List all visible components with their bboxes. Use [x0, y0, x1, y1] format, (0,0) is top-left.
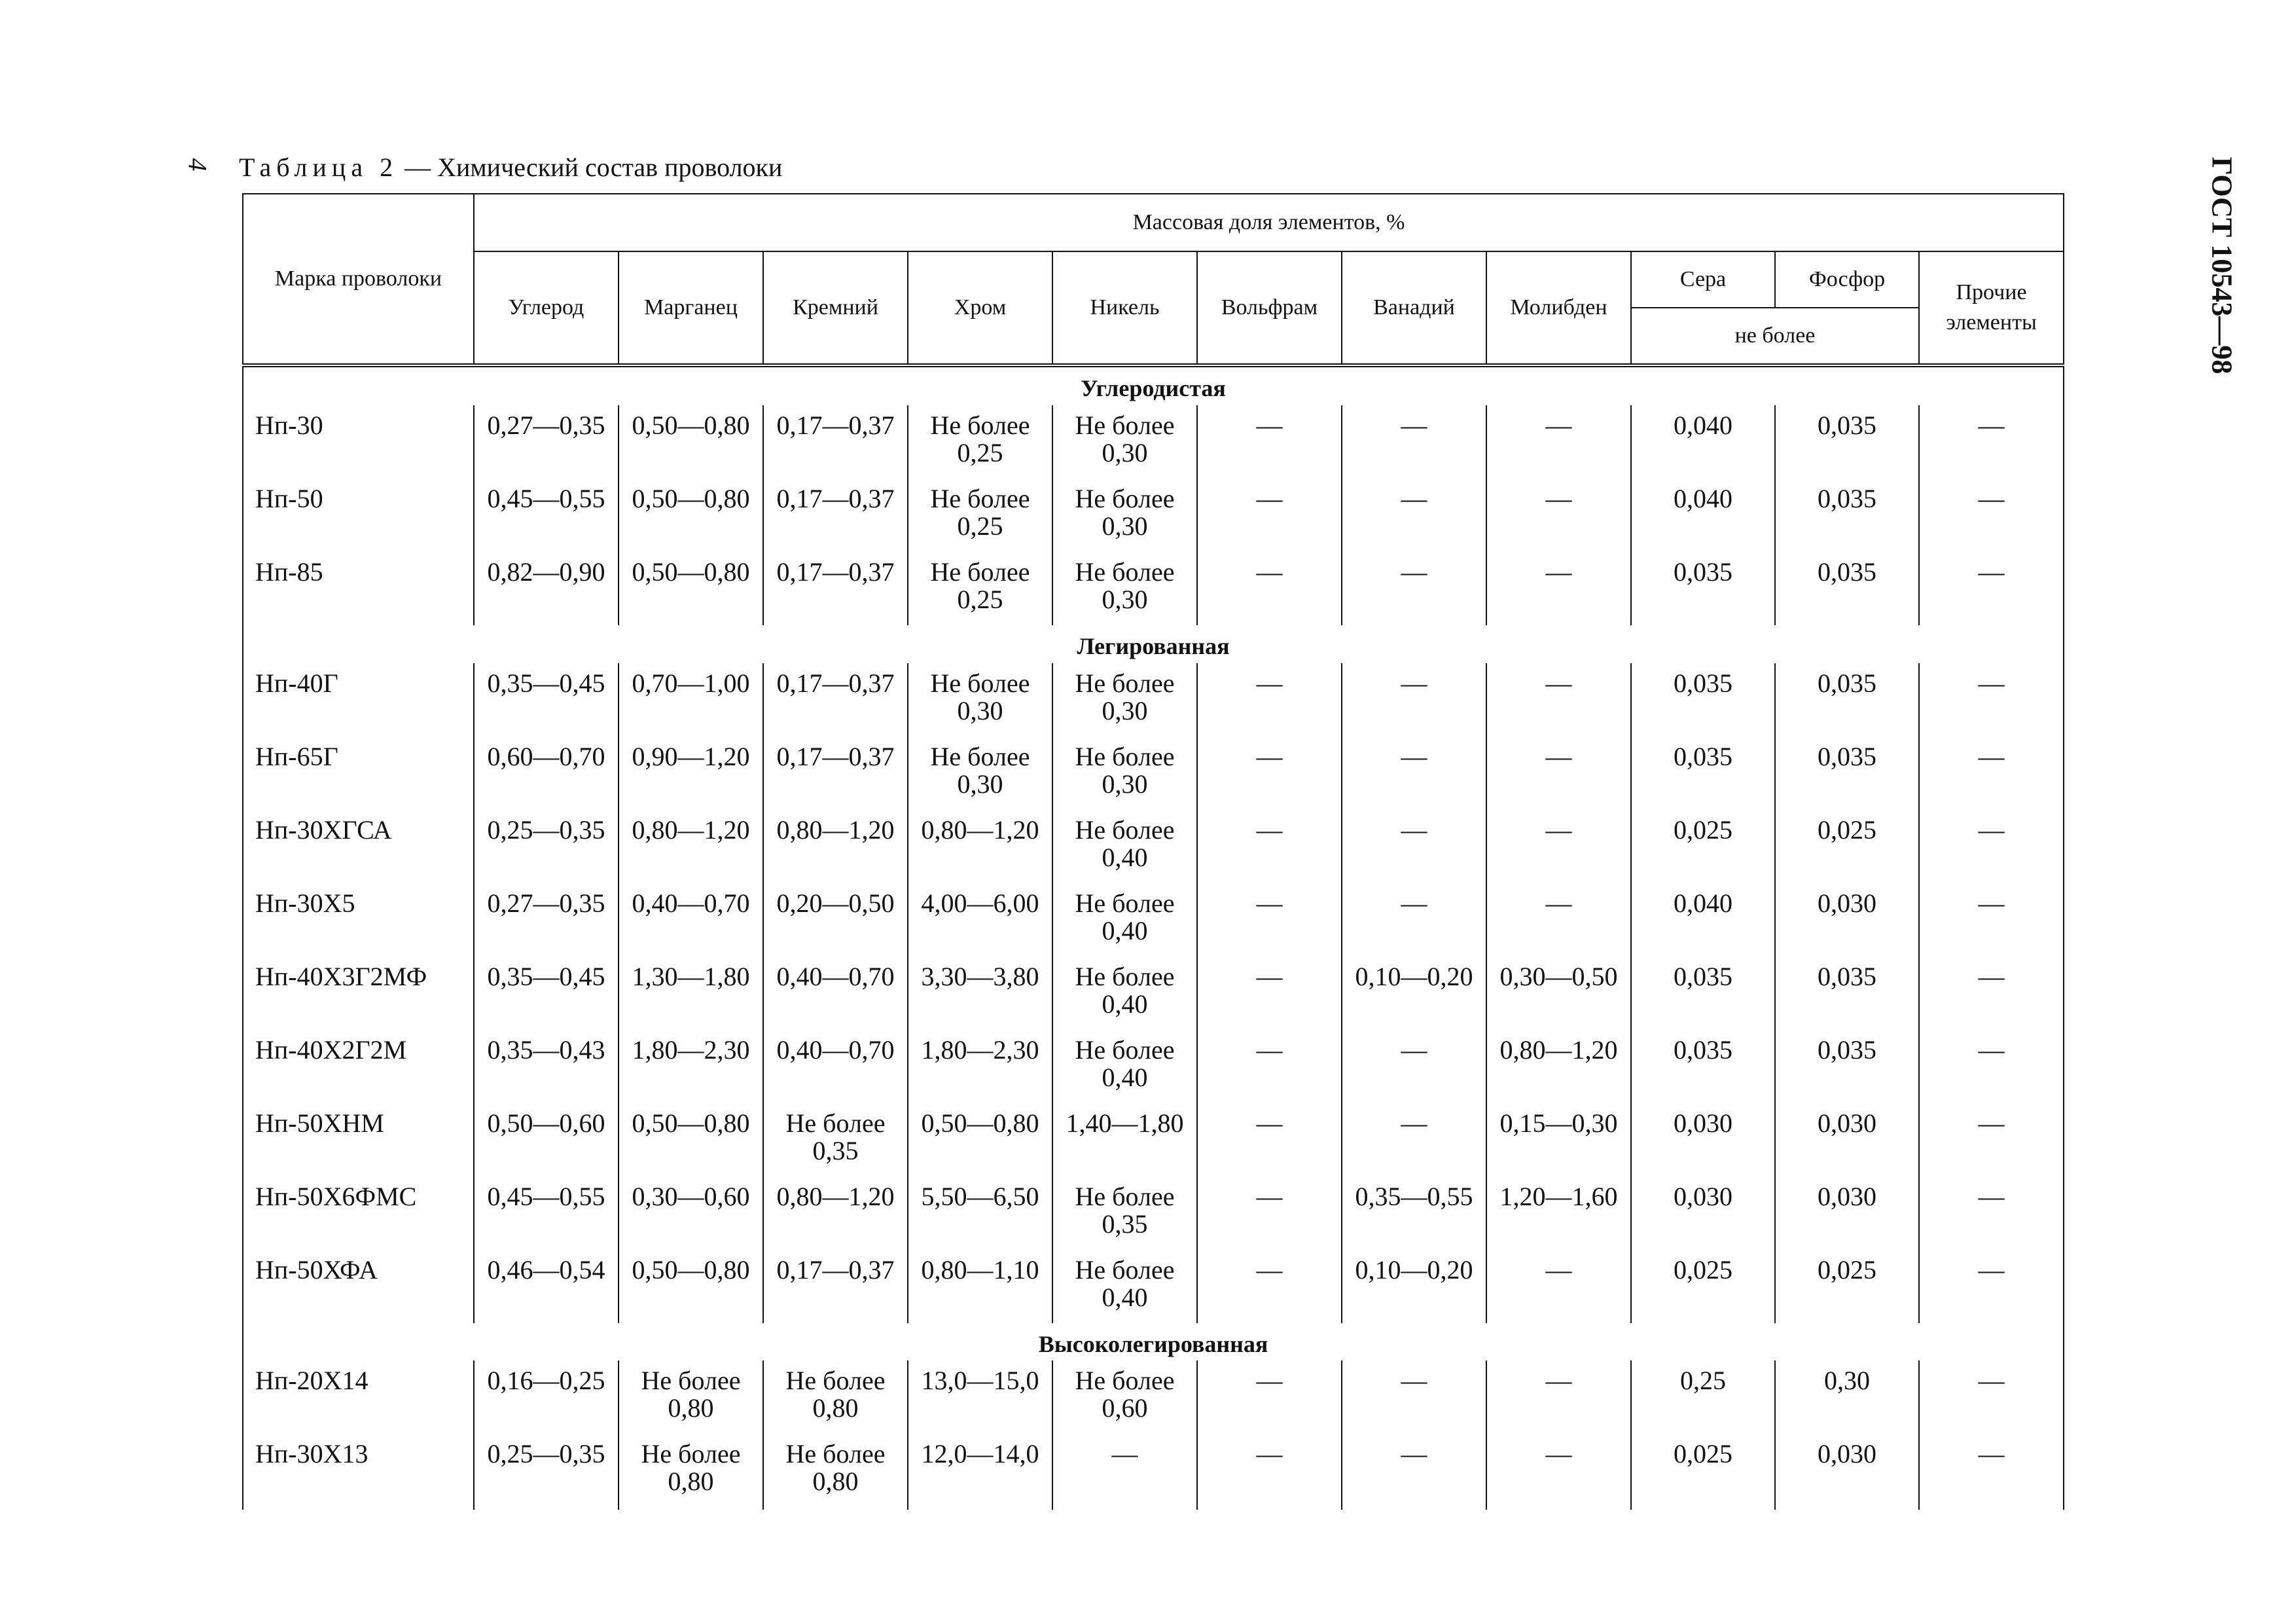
cell-silicon: Не более 0,80 [763, 1434, 908, 1510]
cell-molybdenum: — [1486, 479, 1631, 552]
cell-tungsten: — [1197, 663, 1342, 737]
cell-vanadium: — [1342, 405, 1486, 479]
table-body [243, 365, 2064, 1510]
cell-molybdenum: — [1486, 737, 1631, 810]
header-mass-fraction: Массовая доля элементов, % [474, 194, 2064, 251]
cell-chromium: Не более 0,30 [908, 737, 1052, 810]
cell-vanadium: — [1342, 1434, 1486, 1510]
cell-molybdenum: — [1486, 552, 1631, 625]
header-chromium: Хром [908, 251, 1052, 365]
cell-molybdenum: 0,80—1,20 [1486, 1030, 1631, 1103]
cell-grade: Нп-40Х2Г2М [243, 1030, 474, 1103]
cell-sulfur: 0,040 [1631, 883, 1775, 957]
cell-chromium: 0,50—0,80 [908, 1103, 1052, 1176]
cell-phosphorus: 0,035 [1775, 737, 1919, 810]
cell-nickel: Не более 0,40 [1052, 883, 1197, 957]
cell-carbon: 0,50—0,60 [474, 1103, 619, 1176]
table-row [243, 1030, 2064, 1103]
cell-other: — [1919, 810, 2064, 883]
cell-phosphorus: 0,035 [1775, 479, 1919, 552]
cell-sulfur: 0,035 [1631, 737, 1775, 810]
cell-other: — [1919, 552, 2064, 625]
cell-silicon: 0,20—0,50 [763, 883, 908, 957]
cell-phosphorus: 0,030 [1775, 1434, 1919, 1510]
cell-molybdenum: — [1486, 1360, 1631, 1434]
cell-silicon: 0,40—0,70 [763, 1030, 908, 1103]
table-row [243, 1176, 2064, 1250]
chemical-composition-table [242, 193, 2064, 1510]
cell-manganese: 0,40—0,70 [619, 883, 763, 957]
cell-carbon: 0,27—0,35 [474, 883, 619, 957]
cell-phosphorus: 0,035 [1775, 405, 1919, 479]
cell-manganese: 1,80—2,30 [619, 1030, 763, 1103]
cell-tungsten: — [1197, 405, 1342, 479]
cell-chromium: 0,80—1,10 [908, 1250, 1052, 1323]
cell-other: — [1919, 957, 2064, 1030]
cell-manganese: 0,50—0,80 [619, 1103, 763, 1176]
cell-grade: Нп-85 [243, 552, 474, 625]
header-other-elements: Прочие элементы [1919, 251, 2064, 365]
cell-other: — [1919, 883, 2064, 957]
cell-phosphorus: 0,030 [1775, 1103, 1919, 1176]
cell-carbon: 0,25—0,35 [474, 1434, 619, 1510]
cell-other: — [1919, 1250, 2064, 1323]
cell-manganese: 0,70—1,00 [619, 663, 763, 737]
cell-sulfur: 0,025 [1631, 1434, 1775, 1510]
cell-silicon: 0,17—0,37 [763, 405, 908, 479]
cell-silicon: 0,17—0,37 [763, 552, 908, 625]
cell-chromium: 0,80—1,20 [908, 810, 1052, 883]
cell-nickel: Не более 0,40 [1052, 1250, 1197, 1323]
header-tungsten: Вольфрам [1197, 251, 1342, 365]
cell-grade: Нп-30ХГСА [243, 810, 474, 883]
table-row [243, 883, 2064, 957]
cell-vanadium: — [1342, 552, 1486, 625]
cell-grade: Нп-30Х5 [243, 883, 474, 957]
table-row [243, 1103, 2064, 1176]
cell-tungsten: — [1197, 1103, 1342, 1176]
cell-tungsten: — [1197, 737, 1342, 810]
cell-phosphorus: 0,035 [1775, 663, 1919, 737]
cell-carbon: 0,35—0,45 [474, 663, 619, 737]
cell-carbon: 0,60—0,70 [474, 737, 619, 810]
cell-sulfur: 0,035 [1631, 552, 1775, 625]
cell-carbon: 0,45—0,55 [474, 479, 619, 552]
cell-silicon: 0,40—0,70 [763, 957, 908, 1030]
cell-tungsten: — [1197, 1434, 1342, 1510]
cell-vanadium: — [1342, 883, 1486, 957]
cell-phosphorus: 0,30 [1775, 1360, 1919, 1434]
cell-vanadium: — [1342, 1360, 1486, 1434]
table-row [243, 957, 2064, 1030]
header-phosphorus: Фосфор [1775, 251, 1919, 308]
cell-other: — [1919, 1176, 2064, 1250]
cell-nickel: Не более 0,30 [1052, 405, 1197, 479]
cell-nickel: — [1052, 1434, 1197, 1510]
cell-molybdenum: 1,20—1,60 [1486, 1176, 1631, 1250]
header-carbon: Углерод [474, 251, 619, 365]
header-sulfur: Сера [1631, 251, 1775, 308]
cell-manganese: Не более 0,80 [619, 1434, 763, 1510]
cell-grade: Нп-30 [243, 405, 474, 479]
cell-grade: Нп-40Х3Г2МФ [243, 957, 474, 1030]
table-row [243, 1360, 2064, 1434]
cell-other: — [1919, 405, 2064, 479]
cell-tungsten: — [1197, 957, 1342, 1030]
cell-phosphorus: 0,030 [1775, 883, 1919, 957]
cell-carbon: 0,35—0,45 [474, 957, 619, 1030]
cell-grade: Нп-50Х6ФМС [243, 1176, 474, 1250]
cell-molybdenum: — [1486, 405, 1631, 479]
cell-carbon: 0,82—0,90 [474, 552, 619, 625]
cell-other: — [1919, 663, 2064, 737]
cell-vanadium: — [1342, 663, 1486, 737]
header-silicon: Кремний [763, 251, 908, 365]
cell-molybdenum: 0,15—0,30 [1486, 1103, 1631, 1176]
cell-nickel: Не более 0,40 [1052, 1030, 1197, 1103]
cell-nickel: Не более 0,60 [1052, 1360, 1197, 1434]
cell-other: — [1919, 1360, 2064, 1434]
cell-chromium: 3,30—3,80 [908, 957, 1052, 1030]
cell-sulfur: 0,030 [1631, 1176, 1775, 1250]
cell-other: — [1919, 1030, 2064, 1103]
table-caption-text: — Химический состав проволоки [404, 153, 783, 182]
group-row [243, 1323, 2064, 1361]
cell-silicon: 0,17—0,37 [763, 479, 908, 552]
cell-nickel: Не более 0,40 [1052, 810, 1197, 883]
table-caption-label: Таблица 2 [239, 153, 399, 182]
cell-sulfur: 0,040 [1631, 405, 1775, 479]
table-row [243, 479, 2064, 552]
cell-grade: Нп-50ХФА [243, 1250, 474, 1323]
cell-silicon: Не более 0,80 [763, 1360, 908, 1434]
cell-other: — [1919, 1434, 2064, 1510]
cell-sulfur: 0,025 [1631, 810, 1775, 883]
cell-manganese: 0,50—0,80 [619, 1250, 763, 1323]
cell-chromium: Не более 0,25 [908, 405, 1052, 479]
header-manganese: Марганец [619, 251, 763, 365]
cell-vanadium: — [1342, 479, 1486, 552]
cell-molybdenum: 0,30—0,50 [1486, 957, 1631, 1030]
cell-nickel: Не более 0,35 [1052, 1176, 1197, 1250]
cell-manganese: 0,50—0,80 [619, 552, 763, 625]
cell-tungsten: — [1197, 1250, 1342, 1323]
cell-sulfur: 0,25 [1631, 1360, 1775, 1434]
cell-nickel: Не более 0,30 [1052, 552, 1197, 625]
table-row [243, 737, 2064, 810]
cell-silicon: 0,17—0,37 [763, 737, 908, 810]
cell-phosphorus: 0,025 [1775, 1250, 1919, 1323]
cell-sulfur: 0,035 [1631, 663, 1775, 737]
cell-grade: Нп-20Х14 [243, 1360, 474, 1434]
cell-molybdenum: — [1486, 663, 1631, 737]
cell-vanadium: 0,10—0,20 [1342, 957, 1486, 1030]
cell-vanadium: — [1342, 1030, 1486, 1103]
cell-phosphorus: 0,030 [1775, 1176, 1919, 1250]
cell-vanadium: — [1342, 1103, 1486, 1176]
cell-chromium: 13,0—15,0 [908, 1360, 1052, 1434]
cell-sulfur: 0,040 [1631, 479, 1775, 552]
header-nickel: Никель [1052, 251, 1197, 365]
table-row [243, 663, 2064, 737]
group-title: Легированная [243, 625, 2064, 663]
cell-nickel: Не более 0,30 [1052, 737, 1197, 810]
cell-manganese: 0,90—1,20 [619, 737, 763, 810]
table-row [243, 810, 2064, 883]
cell-silicon: 0,80—1,20 [763, 810, 908, 883]
cell-grade: Нп-40Г [243, 663, 474, 737]
cell-phosphorus: 0,035 [1775, 552, 1919, 625]
header-vanadium: Ванадий [1342, 251, 1486, 365]
table-row [243, 1250, 2064, 1323]
group-title: Углеродистая [243, 365, 2064, 405]
cell-other: — [1919, 737, 2064, 810]
cell-chromium: 4,00—6,00 [908, 883, 1052, 957]
table-row [243, 552, 2064, 625]
cell-sulfur: 0,035 [1631, 1030, 1775, 1103]
cell-carbon: 0,27—0,35 [474, 405, 619, 479]
cell-vanadium: 0,10—0,20 [1342, 1250, 1486, 1323]
cell-tungsten: — [1197, 1030, 1342, 1103]
cell-tungsten: — [1197, 1176, 1342, 1250]
cell-nickel: 1,40—1,80 [1052, 1103, 1197, 1176]
group-row [243, 365, 2064, 405]
table-row [243, 405, 2064, 479]
page-number: 4 [183, 158, 213, 172]
header-not-more: не более [1631, 308, 1919, 365]
cell-tungsten: — [1197, 1360, 1342, 1434]
cell-nickel: Не более 0,40 [1052, 957, 1197, 1030]
cell-silicon: 0,17—0,37 [763, 663, 908, 737]
cell-chromium: 12,0—14,0 [908, 1434, 1052, 1510]
cell-phosphorus: 0,025 [1775, 810, 1919, 883]
cell-phosphorus: 0,035 [1775, 1030, 1919, 1103]
header-grade: Марка проволоки [243, 194, 474, 365]
cell-silicon: 0,17—0,37 [763, 1250, 908, 1323]
table-caption [239, 152, 782, 183]
cell-sulfur: 0,035 [1631, 957, 1775, 1030]
cell-chromium: Не более 0,25 [908, 552, 1052, 625]
cell-chromium: Не более 0,25 [908, 479, 1052, 552]
standard-designation: ГОСТ 10543—98 [2206, 156, 2238, 374]
group-row [243, 625, 2064, 663]
cell-manganese: 0,80—1,20 [619, 810, 763, 883]
cell-carbon: 0,16—0,25 [474, 1360, 619, 1434]
cell-molybdenum: — [1486, 810, 1631, 883]
cell-molybdenum: — [1486, 1434, 1631, 1510]
cell-carbon: 0,35—0,43 [474, 1030, 619, 1103]
cell-vanadium: 0,35—0,55 [1342, 1176, 1486, 1250]
cell-manganese: 0,50—0,80 [619, 405, 763, 479]
header-molybdenum: Молибден [1486, 251, 1631, 365]
table-row [243, 1434, 2064, 1510]
cell-chromium: 1,80—2,30 [908, 1030, 1052, 1103]
cell-tungsten: — [1197, 883, 1342, 957]
cell-carbon: 0,25—0,35 [474, 810, 619, 883]
cell-grade: Нп-30Х13 [243, 1434, 474, 1510]
cell-molybdenum: — [1486, 1250, 1631, 1323]
cell-manganese: Не более 0,80 [619, 1360, 763, 1434]
cell-vanadium: — [1342, 737, 1486, 810]
cell-chromium: 5,50—6,50 [908, 1176, 1052, 1250]
cell-carbon: 0,45—0,55 [474, 1176, 619, 1250]
cell-tungsten: — [1197, 552, 1342, 625]
cell-tungsten: — [1197, 479, 1342, 552]
cell-other: — [1919, 479, 2064, 552]
cell-silicon: 0,80—1,20 [763, 1176, 908, 1250]
cell-tungsten: — [1197, 810, 1342, 883]
cell-sulfur: 0,030 [1631, 1103, 1775, 1176]
cell-chromium: Не более 0,30 [908, 663, 1052, 737]
cell-phosphorus: 0,035 [1775, 957, 1919, 1030]
cell-manganese: 0,50—0,80 [619, 479, 763, 552]
cell-silicon: Не более 0,35 [763, 1103, 908, 1176]
cell-nickel: Не более 0,30 [1052, 663, 1197, 737]
cell-grade: Нп-50ХНМ [243, 1103, 474, 1176]
cell-manganese: 1,30—1,80 [619, 957, 763, 1030]
cell-grade: Нп-50 [243, 479, 474, 552]
cell-grade: Нп-65Г [243, 737, 474, 810]
cell-molybdenum: — [1486, 883, 1631, 957]
cell-vanadium: — [1342, 810, 1486, 883]
group-title: Высоколегированная [243, 1323, 2064, 1361]
cell-manganese: 0,30—0,60 [619, 1176, 763, 1250]
cell-nickel: Не более 0,30 [1052, 479, 1197, 552]
cell-carbon: 0,46—0,54 [474, 1250, 619, 1323]
cell-sulfur: 0,025 [1631, 1250, 1775, 1323]
cell-other: — [1919, 1103, 2064, 1176]
